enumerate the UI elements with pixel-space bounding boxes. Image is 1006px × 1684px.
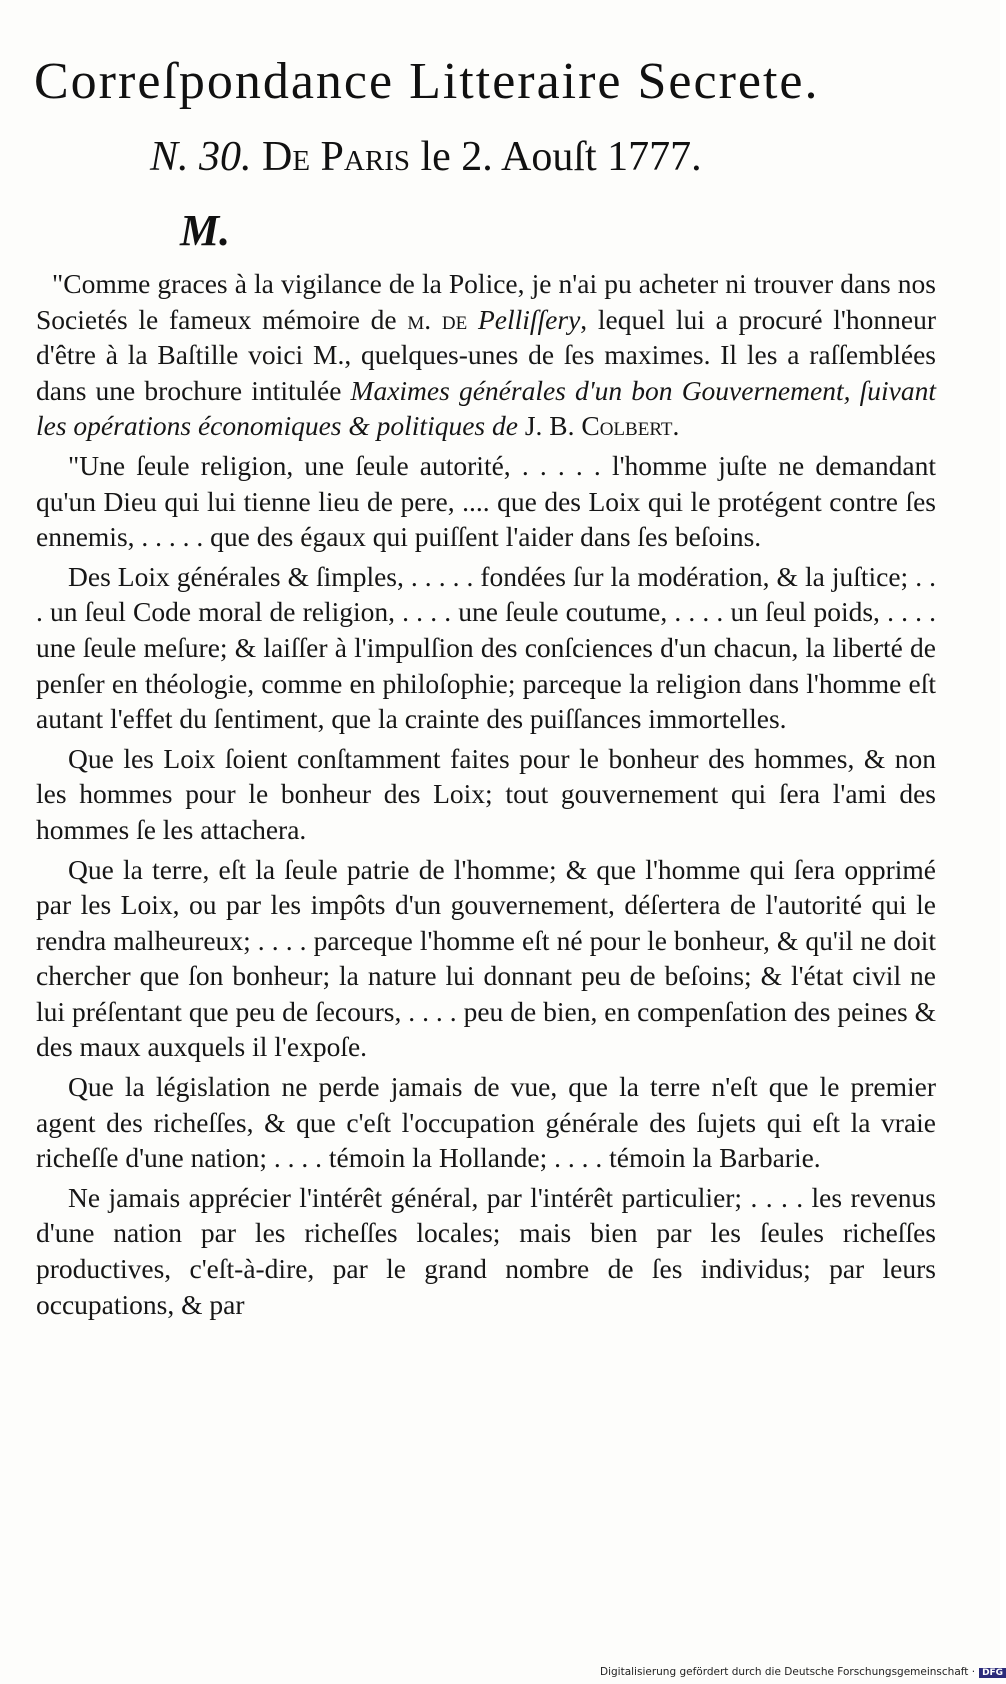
letter-body	[36, 266, 936, 1326]
paragraph-2: "Une ſeule religion, une ſeule autorité, . . . . . l'homme juſte ne demandant qu'un Dieu qui lui tienne lieu de pere, .... que des Loix qui le protégent contre ſes ennemis, . . . . . que des égaux qui puiſſent l'aider dans ſes beſoins.	[36, 449, 936, 553]
paragraph-5: Que la terre, eſt la ſeule patrie de l'homme; & que l'homme qui ſera opprimé par les Loix, ou par les impôts d'un gouvernement, déſertera de l'autorité qui le rendra malheureux; . . . . parceque l'homme eſt né pour le bonheur, & qu'il ne doit chercher que ſon bonheur; la nature lui donnant peu de beſoins; & l'état civil ne lui préſentant que peu de ſecours, . . . . peu de bien, en compenſation des peines & des maux auxquels il l'expoſe.	[36, 853, 936, 1063]
paragraph-4: Que les Loix ſoient conſtamment faites pour le bonheur des hommes, & non les hommes pour le bonheur des Loix; tout gouvernement qui ſera l'ami des hommes ſe les attachera.	[36, 742, 936, 845]
credit-text: Digitalisierung gefördert durch die Deutsche Forschungsgemeinschaft ·	[600, 1666, 976, 1678]
page-title: Correſpondance Litteraire Secrete.	[34, 53, 820, 110]
place-prefix: De Paris	[262, 134, 410, 180]
paragraph-1-book-title: Maximes générales d'un bon Gouvernement, ſuivant les opérations économiques & politiques de	[36, 374, 936, 442]
paragraph-3: Des Loix générales & ſimples, . . . . . fondées ſur la modération, & la juſtice; . . . un ſeul Code moral de religion, . . . . une ſeule coutume, . . . . un ſeul poids, . . . . une ſeule meſure; & laiſſer à l'impulſion des conſciences d'un chacun, la liberté de penſer en théologie, comme en philoſophie; parceque la religion dans l'homme eſt autant l'effet du ſentiment, que la crainte des puiſſances immortelles.	[36, 560, 936, 735]
paragraph-6: Que la législation ne perde jamais de vue, que la terre n'eſt que le premier agent des richeſſes, & que c'eſt l'occupation générale des ſujets qui eſt la vraie richeſſe d'une nation; . . . . témoin la Hollande; . . . . témoin la Barbarie.	[36, 1071, 936, 1174]
salutation: M.	[180, 206, 231, 255]
issue-date: le 2. Aouſt 1777.	[420, 134, 702, 180]
paragraph-1-text-d: , lequel lui a procuré l'honneur d'être à la Baſtille voici M., quelques-unes de ſes maximes. Il les a raſſemblées dans une brochure intitulée	[36, 303, 936, 406]
paragraph-1-text-b: m. de	[407, 303, 478, 335]
digitization-credit	[600, 1666, 1004, 1678]
paragraph-1-name: Pelliſſery	[477, 303, 581, 335]
issue-number: N. 30.	[150, 134, 252, 180]
paragraph-7: Ne jamais apprécier l'intérêt général, par l'intérêt particulier; . . . . les revenus d'une nation par les richeſſes locales; mais bien par les ſeules richeſſes productives, c'eſt-à-dire, par le grand nombre de ſes individus; par leurs occupations, & par	[36, 1181, 936, 1320]
paragraph-1-author: J. B. Colbert.	[517, 410, 680, 442]
issue-line	[150, 132, 930, 182]
paragraph-1-text-a: "Comme graces à la vigilance de la Police, je n'ai pu acheter ni trouver dans nos Societés le fameux mémoire de	[36, 268, 936, 335]
dfg-logo: DFG	[979, 1668, 1006, 1678]
paragraph-1	[36, 266, 936, 444]
